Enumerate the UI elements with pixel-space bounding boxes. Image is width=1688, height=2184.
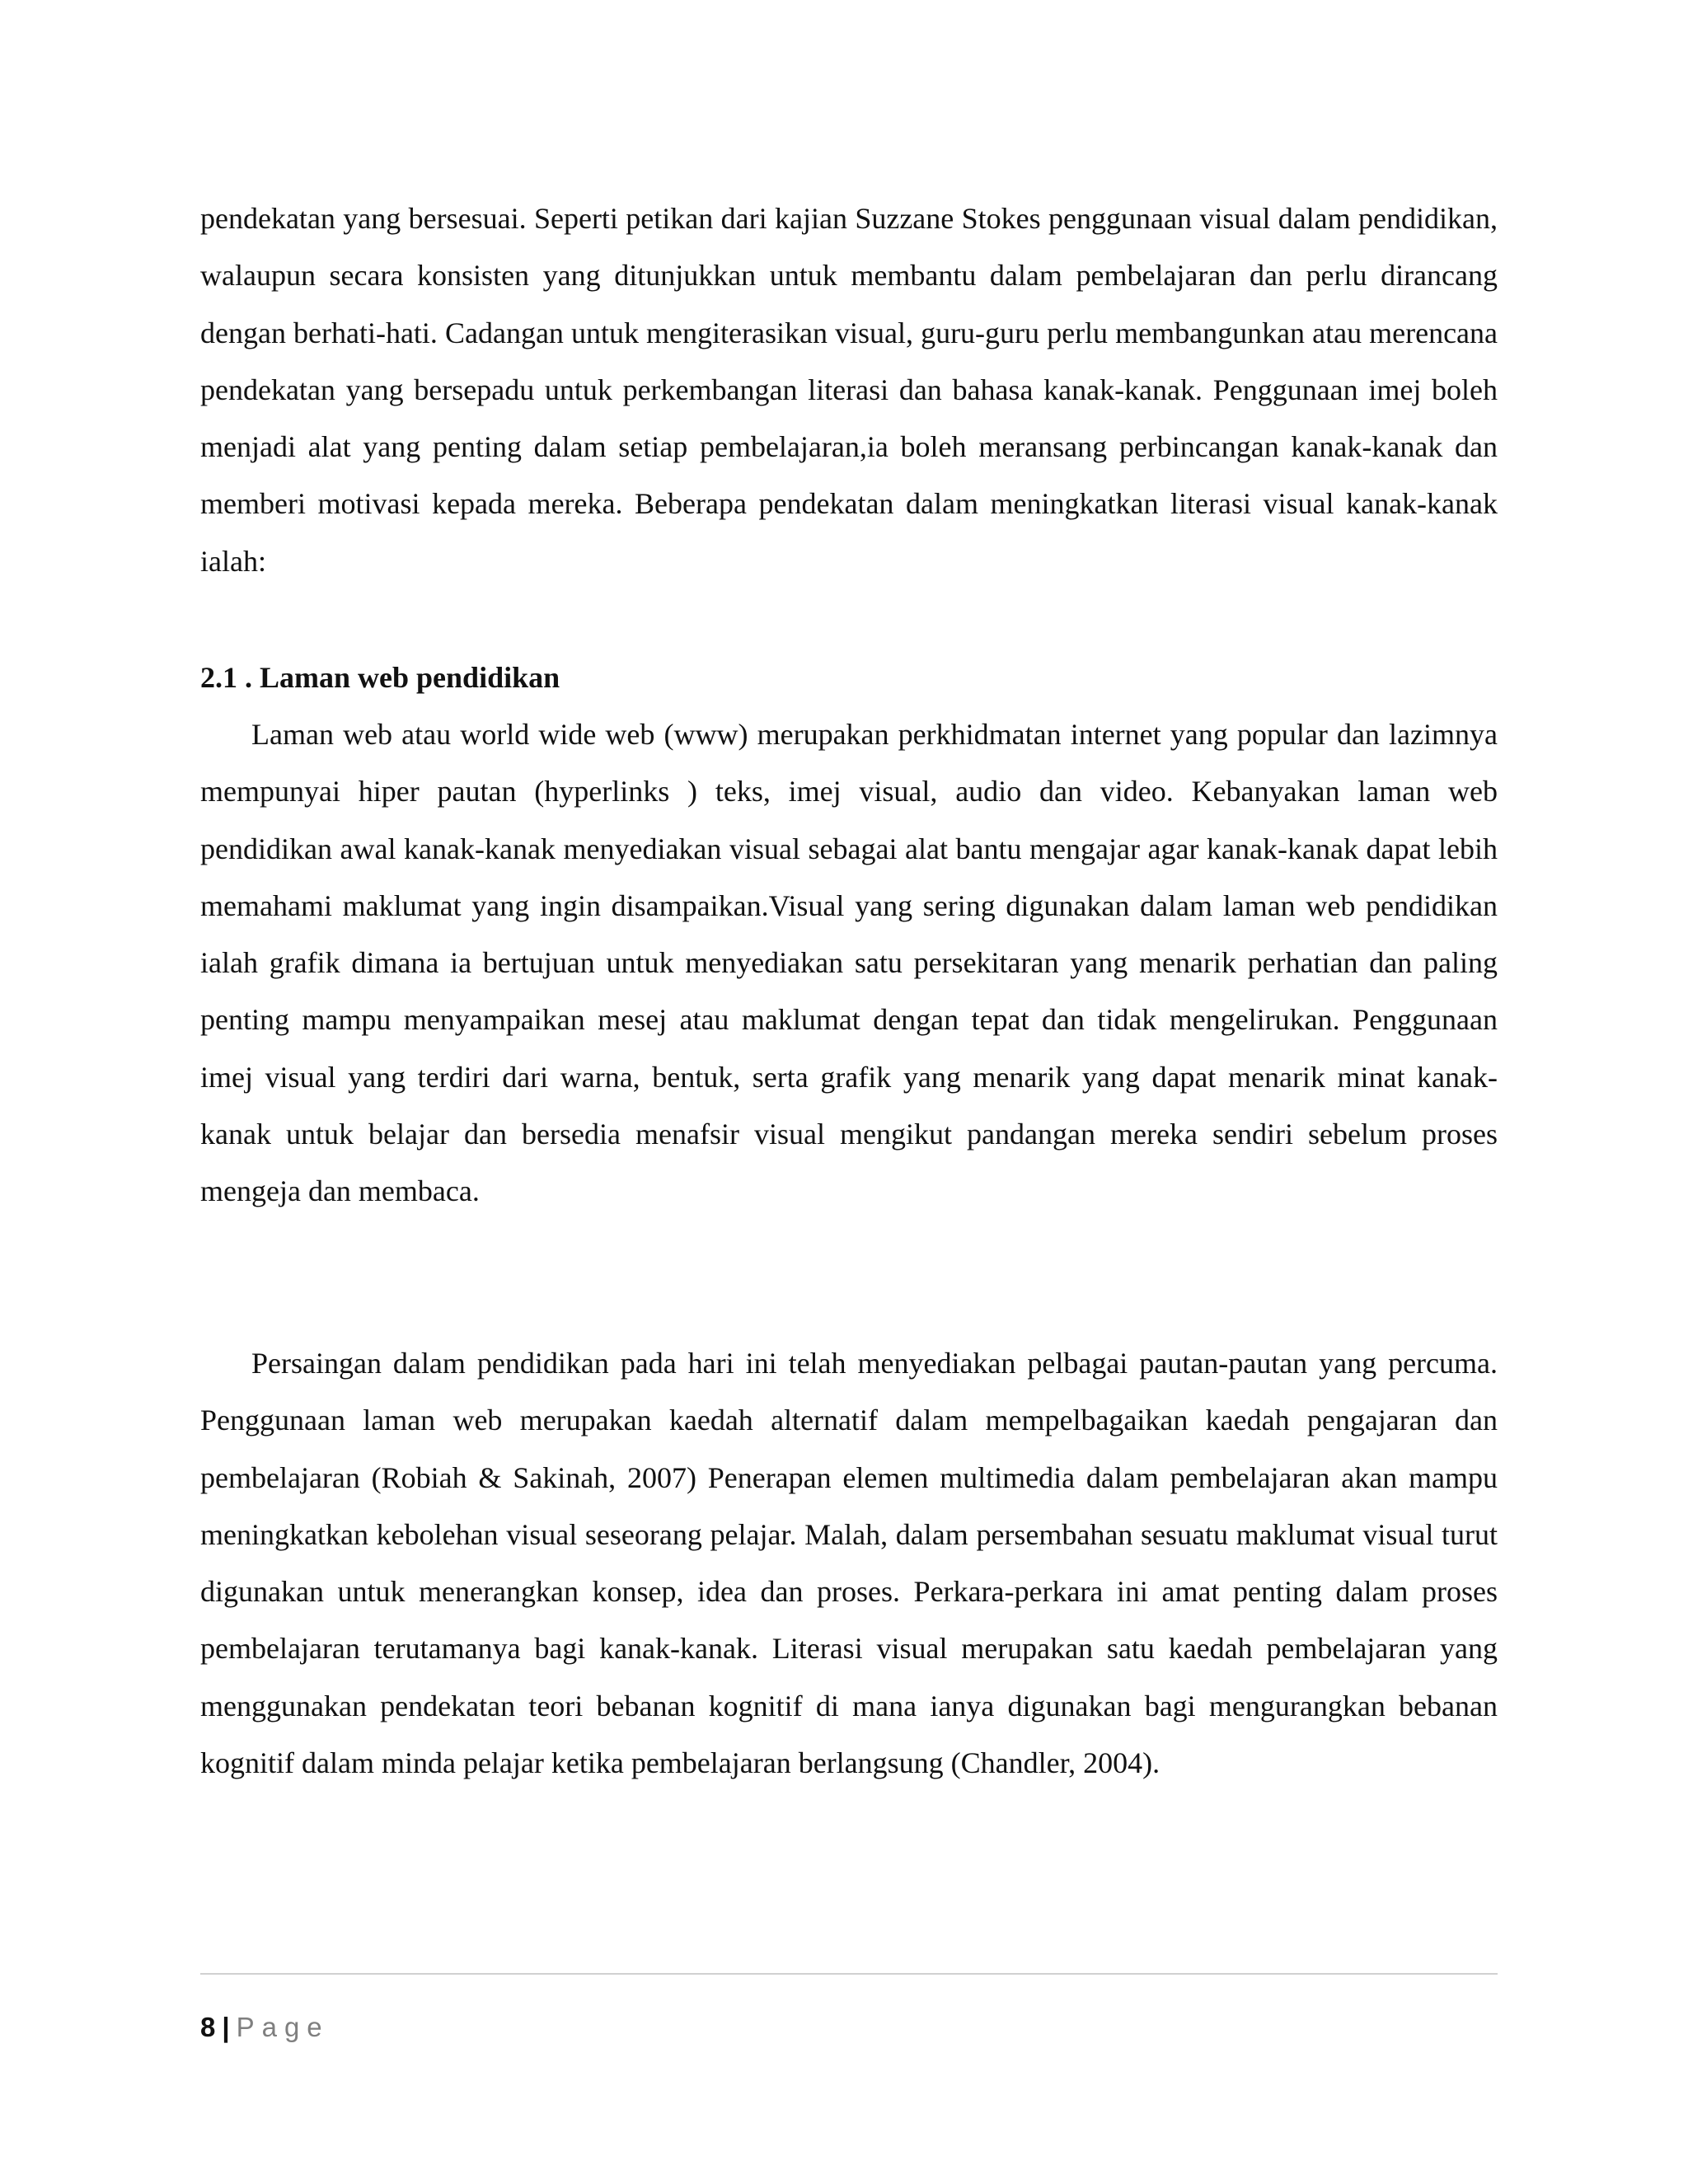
laman-web-paragraph: Laman web atau world wide web (www) merupakan perkhidmatan internet yang popular dan lazimnya mempunyai hiper pautan (hyperlinks ) teks, imej visual, audio dan video. Kebanyakan laman web pendidikan awal kanak-kanak menyediakan visual sebagai alat bantu mengajar agar kanak-kanak dapat lebih memahami maklumat yang ingin disampaikan.Visual yang sering digunakan dalam laman web pendidikan ialah grafik dimana ia bertujuan untuk menyediakan satu persekitaran yang menarik perhatian dan paling penting mampu menyampaikan mesej atau maklumat dengan tepat dan tidak mengelirukan. Penggunaan imej visual yang terdiri dari warna, bentuk, serta grafik yang menarik yang dapat menarik minat kanak-kanak untuk belajar dan bersedia menafsir visual mengikut pandangan mereka sendiri sebelum proses mengeja dan membaca. <box>200 718 1498 1208</box>
persaingan-paragraph: Persaingan dalam pendidikan pada hari ini telah menyediakan pelbagai pautan-pautan yang percuma. Penggunaan laman web merupakan kaedah alternatif dalam mempelbagaikan kaedah pengajaran dan pembelajaran (Robiah & Sakinah, 2007) Penerapan elemen multimedia dalam pembelajaran akan mampu meningkatkan kebolehan visual seseorang pelajar. Malah, dalam persembahan sesuatu maklumat visual turut digunakan untuk menerangkan konsep, idea dan proses. Perkara-perkara ini amat penting dalam proses pembelajaran terutamanya bagi kanak-kanak. Literasi visual merupakan satu kaedah pembelajaran yang menggunakan pendekatan teori bebanan kognitif di mana ianya digunakan bagi mengurangkan bebanan kognitif dalam minda pelajar ketika pembelajaran berlangsung (Chandler, 2004). <box>200 1347 1498 1780</box>
page-footer <box>200 2011 330 2044</box>
page-label: Page <box>236 2012 330 2042</box>
intro-paragraph: pendekatan yang bersesuai. Seperti petikan dari kajian Suzzane Stokes penggunaan visual dalam pendidikan, walaupun secara konsisten yang ditunjukkan untuk membantu dalam pembelajaran dan perlu dirancang dengan berhati-hati. Cadangan untuk mengiterasikan visual, guru-guru perlu membangunkan atau merencana pendekatan yang bersepadu untuk perkembangan literasi dan bahasa kanak-kanak. Penggunaan imej boleh menjadi alat yang penting dalam setiap pembelajaran,ia boleh meransang perbincangan kanak-kanak dan memberi motivasi kepada mereka. Beberapa pendekatan dalam meningkatkan literasi visual kanak-kanak ialah: <box>200 202 1498 578</box>
page-number: 8 <box>200 2012 216 2042</box>
section-heading: 2.1 . Laman web pendidikan <box>200 661 560 694</box>
footer-separator: | <box>222 2012 230 2042</box>
footer-divider <box>200 1973 1498 1975</box>
